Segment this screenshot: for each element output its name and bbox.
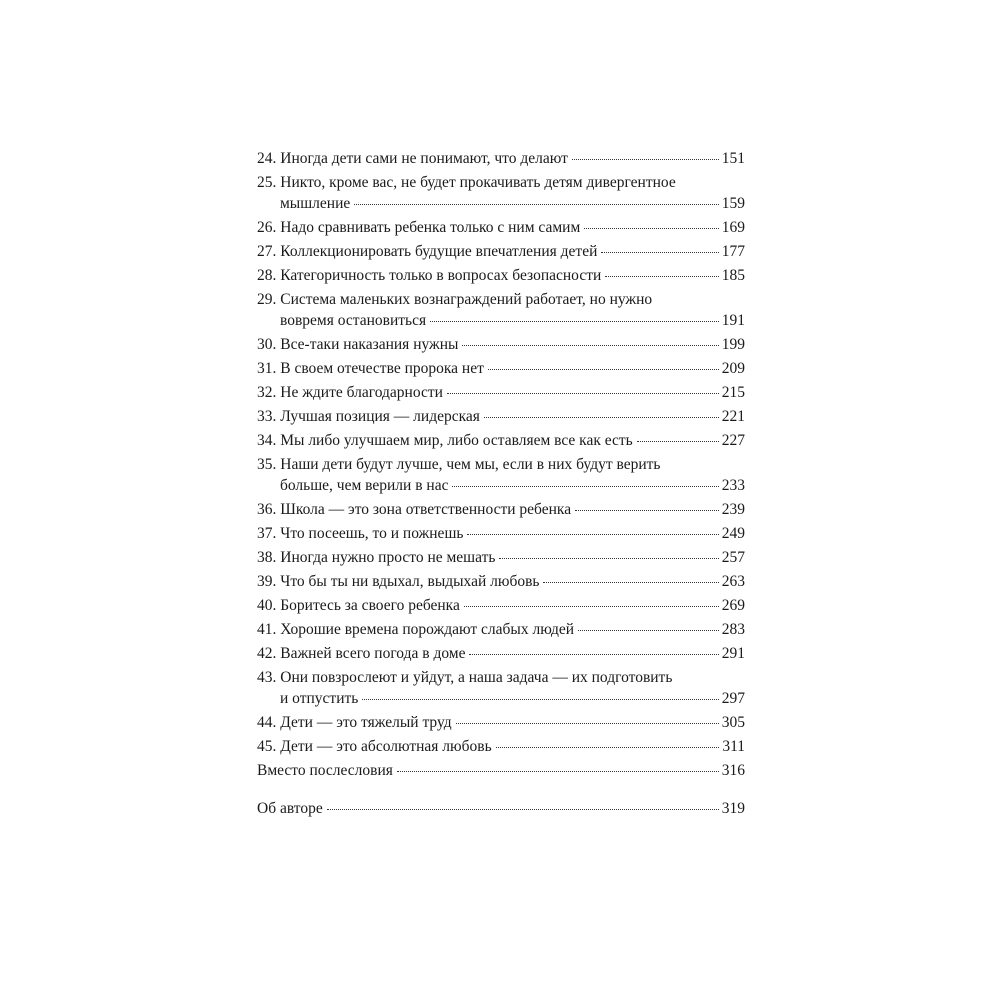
toc-page-number: 151 — [721, 150, 745, 167]
toc-entry-title: Об авторе — [257, 800, 323, 817]
toc-entry-title: 45. Дети — это абсолютная любовь — [257, 738, 492, 755]
toc-entry-title: 26. Надо сравнивать ребенка только с ним самим — [257, 219, 581, 236]
toc-entry-title: 35. Наши дети будут лучше, чем мы, если в них будут верить — [257, 456, 661, 473]
dot-leader — [488, 369, 719, 370]
toc-entry — [257, 547, 745, 568]
toc-entry-title: больше, чем верили в нас — [280, 477, 449, 494]
dot-leader — [578, 630, 719, 631]
toc-entry-title: и отпустить — [280, 690, 359, 707]
toc-entry-title: 30. Все-таки наказания нужны — [257, 336, 459, 353]
toc-entry-title: 39. Что бы ты ни вдыхал, выдыхай любовь — [257, 573, 540, 590]
toc-entry — [257, 172, 745, 214]
toc-entry-line — [257, 798, 745, 819]
dot-leader — [469, 654, 718, 655]
dot-leader — [601, 252, 718, 253]
toc-entry-line — [257, 547, 745, 568]
toc-entry-line — [257, 643, 745, 664]
toc-entry — [257, 454, 745, 496]
toc-page-number: 177 — [721, 243, 745, 260]
toc-entry — [257, 358, 745, 379]
toc-entry — [257, 798, 745, 819]
toc-entry-title: 25. Никто, кроме вас, не будет прокачивать детям дивергентное — [257, 174, 676, 191]
toc-entry-title: 34. Мы либо улучшаем мир, либо оставляем все как есть — [257, 432, 633, 449]
toc-page-number: 209 — [721, 360, 745, 377]
toc-entry — [257, 334, 745, 355]
toc-entry — [257, 643, 745, 664]
toc-entry — [257, 619, 745, 640]
toc-entry — [257, 382, 745, 403]
toc-entry-title: мышление — [280, 195, 351, 212]
toc-entry — [257, 712, 745, 733]
toc-entry-title: 31. В своем отечестве пророка нет — [257, 360, 484, 377]
toc-entry-line — [257, 571, 745, 592]
toc-entry — [257, 760, 745, 781]
toc-entry-line — [257, 217, 745, 238]
toc-page-number: 283 — [721, 621, 745, 638]
toc-page-number: 159 — [721, 195, 745, 212]
toc-entry-line — [257, 148, 745, 169]
dot-leader — [499, 558, 718, 559]
toc-entry — [257, 523, 745, 544]
toc-entry — [257, 148, 745, 169]
dot-leader — [447, 393, 719, 394]
toc-entry — [257, 289, 745, 331]
toc-entry-line — [257, 406, 745, 427]
toc-entry-line — [257, 760, 745, 781]
toc-entry — [257, 667, 745, 709]
toc-entry-line — [257, 241, 745, 262]
toc-entry-line — [257, 430, 745, 451]
toc-entry-title: вовремя остановиться — [280, 312, 427, 329]
toc-entry — [257, 241, 745, 262]
toc-page-number: 257 — [721, 549, 745, 566]
toc-entry-line — [257, 667, 745, 688]
toc-entry — [257, 430, 745, 451]
toc-page-number: 269 — [721, 597, 745, 614]
toc-page-number: 199 — [721, 336, 745, 353]
toc-entry-line — [257, 265, 745, 286]
toc-entry-title: 24. Иногда дети сами не понимают, что делают — [257, 150, 568, 167]
toc-page-number: 169 — [721, 219, 745, 236]
dot-leader — [464, 606, 719, 607]
toc-entry-line — [257, 289, 745, 310]
toc-page-number: 291 — [721, 645, 745, 662]
dot-leader — [637, 441, 719, 442]
toc-entry-title: 43. Они повзрослеют и уйдут, а наша задача — их подготовить — [257, 669, 673, 686]
toc-entry-line — [257, 523, 745, 544]
dot-leader — [605, 276, 718, 277]
toc-page-number: 185 — [721, 267, 745, 284]
toc-entry-line — [257, 193, 745, 214]
toc-entry-title: 44. Дети — это тяжелый труд — [257, 714, 452, 731]
toc-page-number: 316 — [721, 762, 745, 779]
toc-page-number: 221 — [721, 408, 745, 425]
toc-page-number: 297 — [721, 690, 745, 707]
toc-entry-title: 36. Школа — это зона ответственности ребенка — [257, 501, 572, 518]
toc-page-number: 233 — [721, 477, 745, 494]
toc-entry-line — [257, 172, 745, 193]
toc-entry-line — [257, 310, 745, 331]
dot-leader — [572, 159, 719, 160]
dot-leader — [543, 582, 718, 583]
toc-entry-title: Вместо послесловия — [257, 762, 393, 779]
toc-entry-line — [257, 382, 745, 403]
dot-leader — [462, 345, 718, 346]
toc-entry-line — [257, 712, 745, 733]
toc-page-number: 319 — [721, 800, 745, 817]
toc-entry-line — [257, 499, 745, 520]
dot-leader — [484, 417, 719, 418]
toc-entry-line — [257, 688, 745, 709]
dot-leader — [327, 809, 719, 810]
dot-leader — [452, 486, 718, 487]
toc-entry-title: 42. Важней всего погода в доме — [257, 645, 466, 662]
dot-leader — [575, 510, 719, 511]
toc-page-number: 239 — [721, 501, 745, 518]
toc-entry-title: 29. Система маленьких вознаграждений работает, но нужно — [257, 291, 653, 308]
toc-entry — [257, 406, 745, 427]
toc-entry — [257, 571, 745, 592]
dot-leader — [397, 771, 719, 772]
toc-entry-title: 40. Боритесь за своего ребенка — [257, 597, 460, 614]
toc-entry-title: 33. Лучшая позиция — лидерская — [257, 408, 480, 425]
toc-entry — [257, 265, 745, 286]
toc-entry-line — [257, 454, 745, 475]
toc-entry-line — [257, 334, 745, 355]
toc-page-number: 215 — [721, 384, 745, 401]
toc-page-number: 305 — [721, 714, 745, 731]
table-of-contents — [257, 148, 745, 822]
toc-page-number: 311 — [722, 738, 745, 755]
dot-leader — [496, 747, 720, 748]
dot-leader — [430, 321, 719, 322]
toc-entry-line — [257, 358, 745, 379]
toc-entry-title: 32. Не ждите благодарности — [257, 384, 443, 401]
dot-leader — [362, 699, 718, 700]
dot-leader — [354, 204, 719, 205]
toc-entry — [257, 595, 745, 616]
toc-entry-title: 37. Что посеешь, то и пожнешь — [257, 525, 464, 542]
toc-page-number: 227 — [721, 432, 745, 449]
toc-page-number: 249 — [721, 525, 745, 542]
toc-entry-title: 38. Иногда нужно просто не мешать — [257, 549, 496, 566]
dot-leader — [467, 534, 718, 535]
dot-leader — [584, 228, 718, 229]
toc-entry — [257, 499, 745, 520]
toc-entry — [257, 736, 745, 757]
toc-entry — [257, 217, 745, 238]
toc-entry-title: 41. Хорошие времена порождают слабых людей — [257, 621, 575, 638]
toc-page-number: 263 — [721, 573, 745, 590]
dot-leader — [456, 723, 719, 724]
toc-entry-title: 27. Коллекционировать будущие впечатления детей — [257, 243, 598, 260]
toc-entry-line — [257, 595, 745, 616]
toc-page-number: 191 — [721, 312, 745, 329]
toc-entry-line — [257, 619, 745, 640]
toc-entry-title: 28. Категоричность только в вопросах безопасности — [257, 267, 602, 284]
toc-entry-line — [257, 475, 745, 496]
toc-entry-line — [257, 736, 745, 757]
